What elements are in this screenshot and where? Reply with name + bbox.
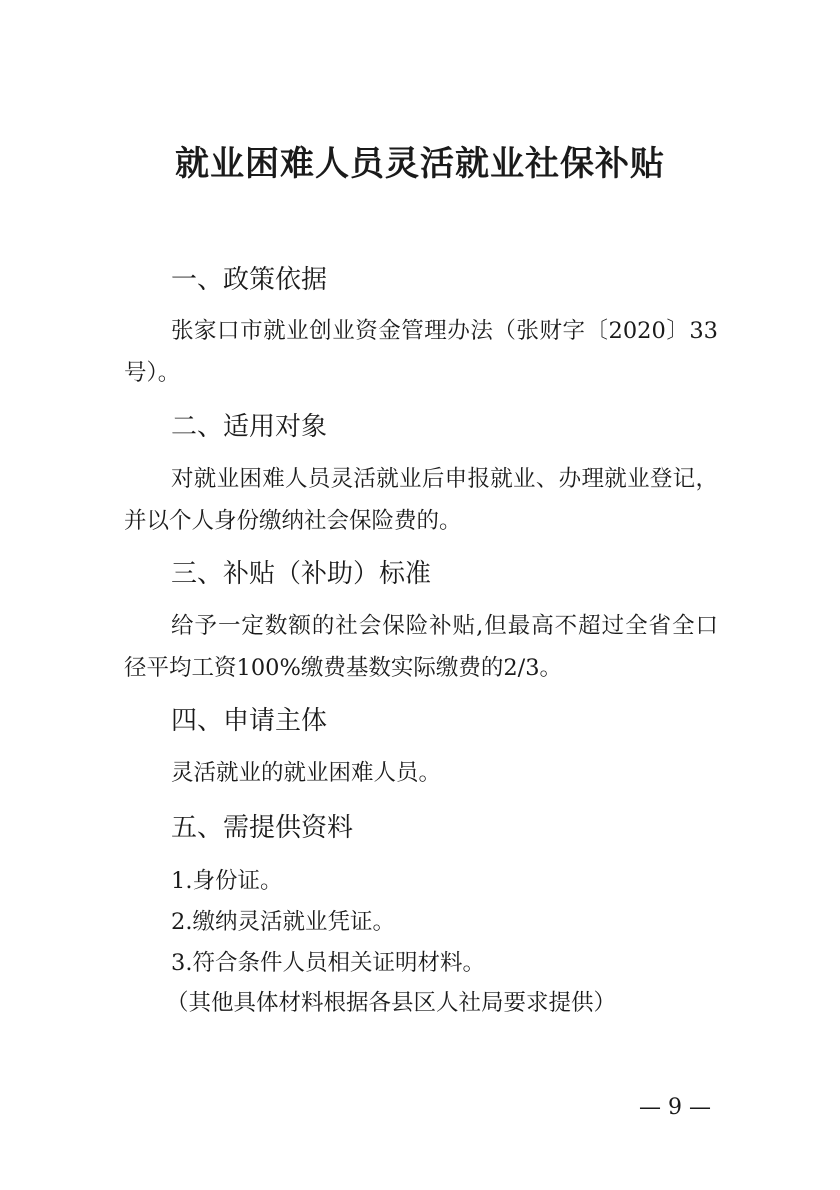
section-body-subsidy-standard: 给予一定数额的社会保险补贴,但最高不超过全省全口径平均工资100%缴费基数实际缴费的2/3。 [124,613,718,681]
section-heading-policy-basis: 一、政策依据 [171,265,328,295]
materials-note: （其他具体材料根据各县区人社局要求提供） [166,990,617,1016]
section-heading-applicant: 四、申请主体 [171,706,328,736]
section-body-policy-basis: 张家口市就业创业资金管理办法（张财字〔2020〕33号）。 [124,318,718,386]
list-item: 3.符合条件人员相关证明材料。 [171,950,485,976]
section-heading-subsidy-standard: 三、补贴（补助）标准 [171,559,432,589]
section-body-applicable-objects: 对就业困难人员灵活就业后申报就业、办理就业登记，并以个人身份缴纳社会保险费的。 [124,466,718,534]
page-number: — 9 — [639,1095,711,1120]
section-heading-required-materials: 五、需提供资料 [171,813,354,843]
section-heading-applicable-objects: 二、适用对象 [171,412,328,442]
list-item: 2.缴纳灵活就业凭证。 [171,909,395,935]
section-body-applicant: 灵活就业的就业困难人员。 [171,760,442,786]
page-title: 就业困难人员灵活就业社保补贴 [175,144,665,184]
list-item: 1.身份证。 [171,868,283,894]
